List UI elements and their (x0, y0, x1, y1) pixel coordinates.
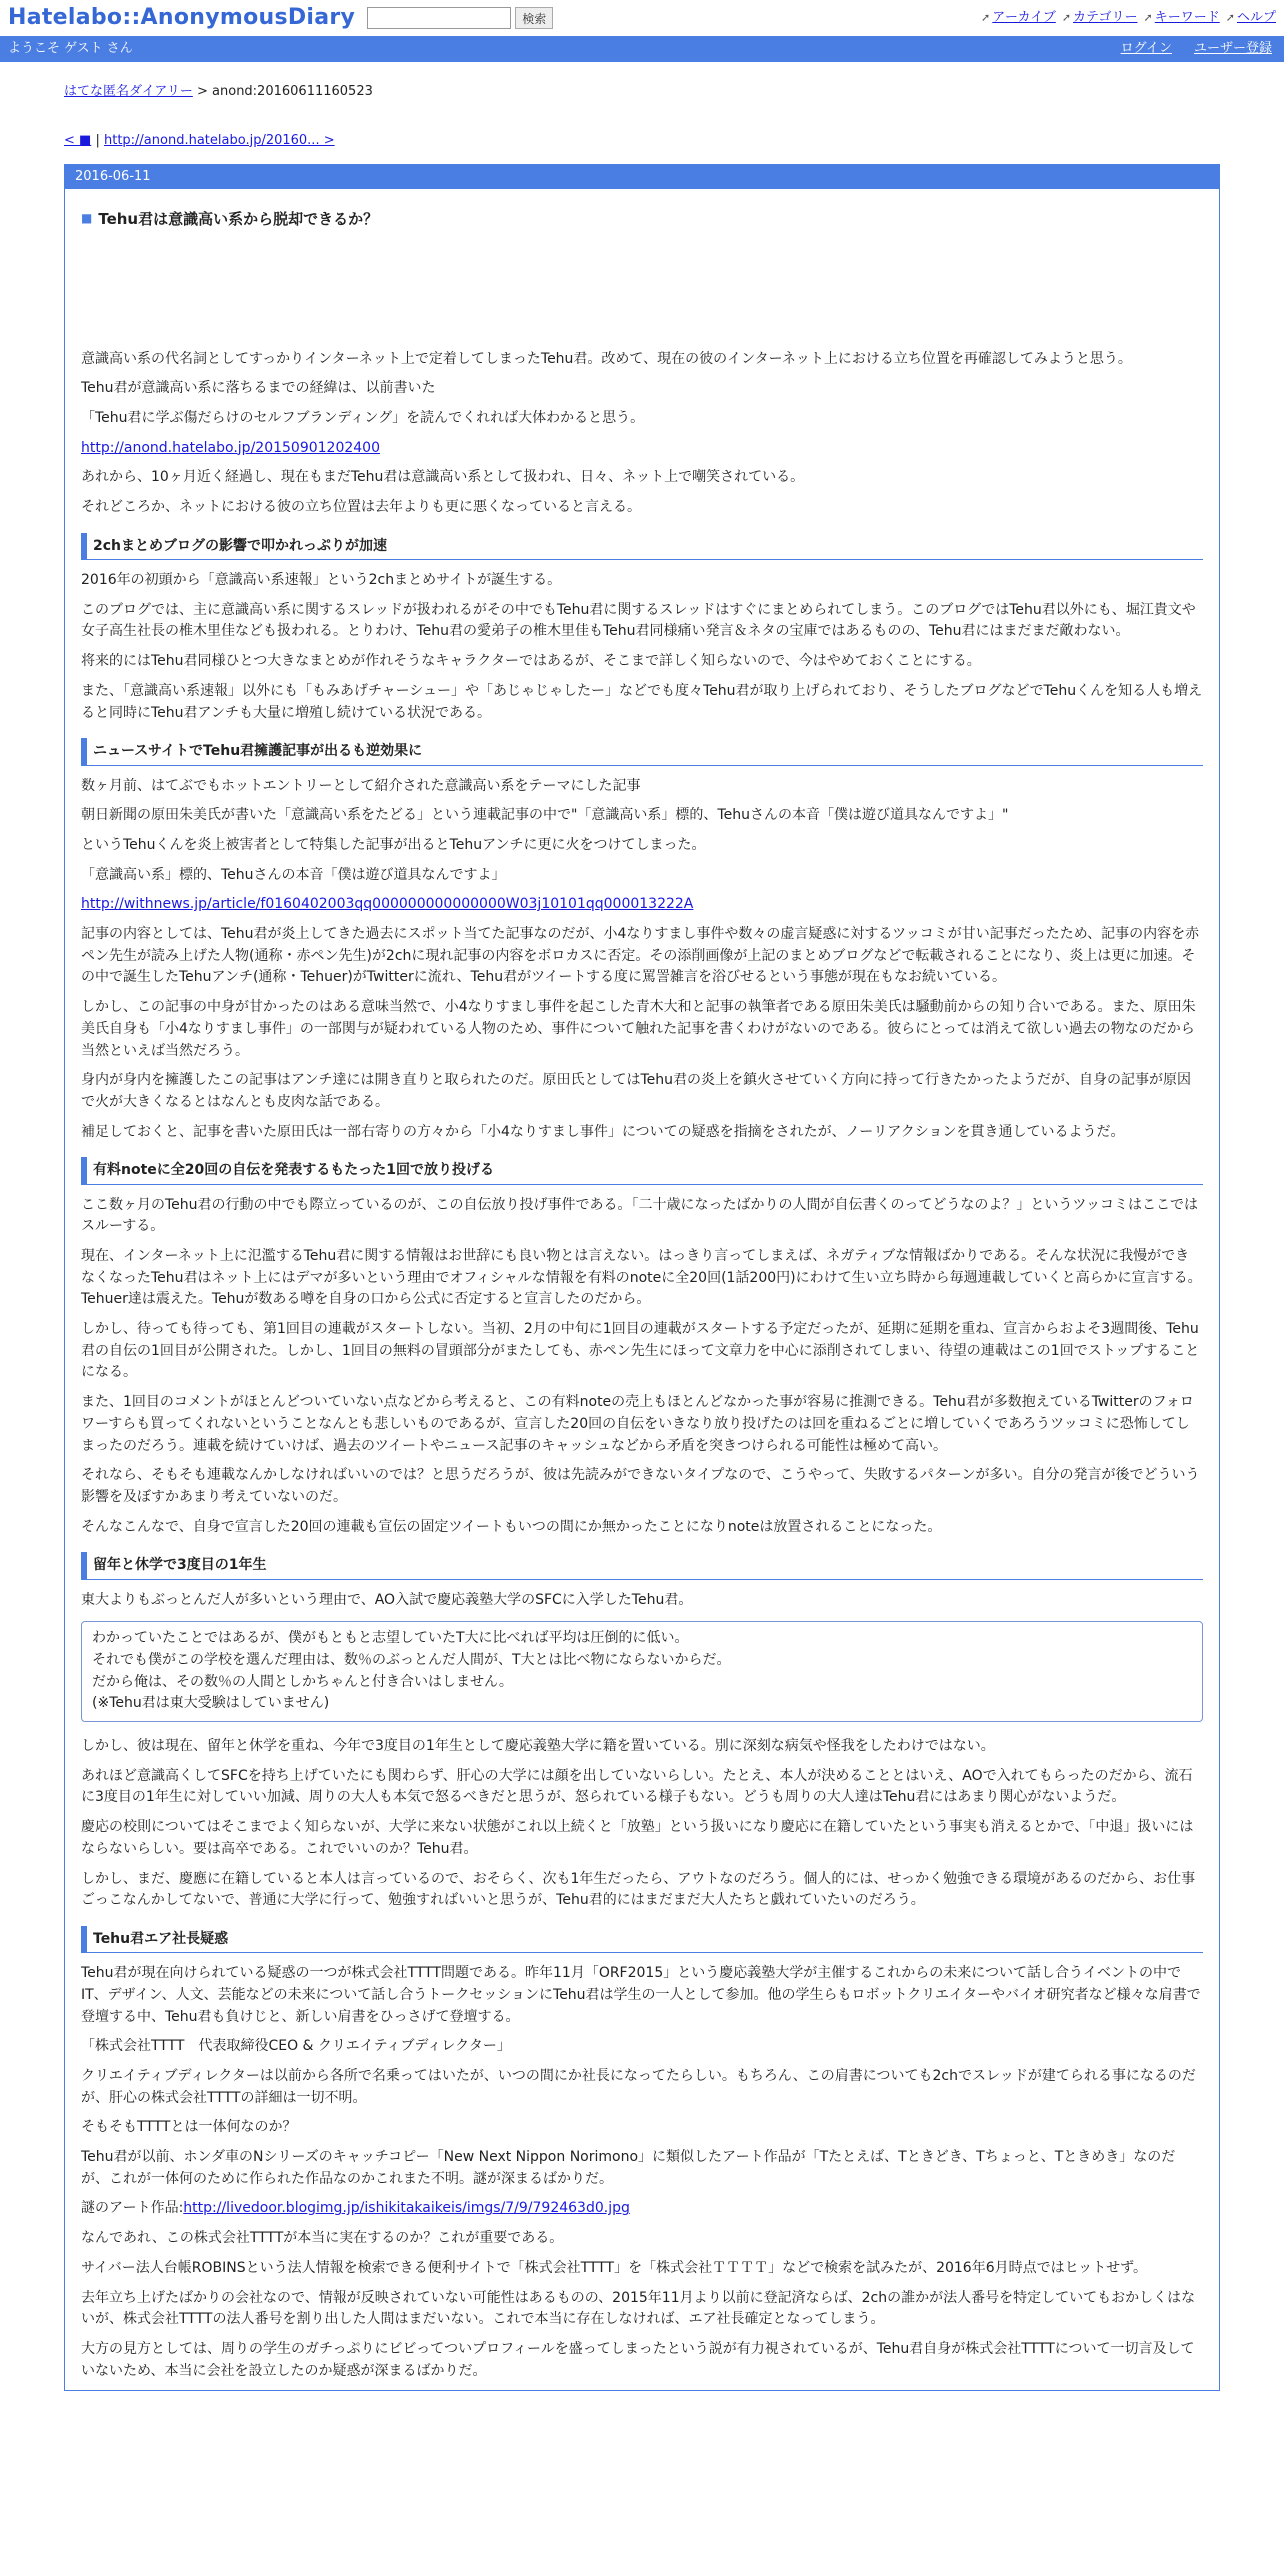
paragraph: 「意識高い系」標的、Tehuさんの本音「僕は遊び道具なんですよ」 (81, 866, 506, 883)
article-title-text: Tehu君は意識高い系から脱却できるか？ (98, 209, 379, 228)
search-input[interactable] (367, 7, 511, 29)
paragraph: 大方の見方としては、周りの学生のガチっぷりにビビってついプロフィールを盛ってしまったという説が有力視されているが、Tehu君自身が株式会社TTTTについて一切言及していないため、本当に会社を設立したのか疑惑が深まるばかりだ。 (81, 2340, 1195, 2379)
section-heading: 有料noteに全20回の自伝を発表するもたった1回で放り投げる (81, 1157, 1203, 1184)
external-link[interactable]: http://livedoor.blogimg.jp/ishikitakaikeis/imgs/7/9/792463d0.jpg (183, 2200, 630, 2217)
quote-line: だから俺は、その数％の人間としかちゃんと付き合いはしません。 (92, 1673, 513, 1690)
search-form (367, 7, 553, 29)
day-section (64, 164, 1220, 2392)
section-heading: 留年と休学で3度目の1年生 (81, 1552, 1203, 1579)
help-link[interactable]: ヘルプ (1236, 9, 1276, 25)
paragraph: また、1回目のコメントがほとんどついていない点などから考えると、この有料noteの売上もほとんどなかった事が容易に推測できる。Tehu君が多数抱えているTwitterのフォロワーすらも買ってくれないということなんとも悲しいものであるが、宣言した20回の自伝をいきなり放り投げたのは回を重ねるごとに増していくであろうツッコミに恐怖してしまったのだろう。連載を続けていけば、過去のツイートやニュース記事のキャッシュなどから矛盾を突きつけられる可能性は極めて高い。 (81, 1394, 1194, 1454)
paragraph: しかし、待っても待っても、第1回目の連載がスタートしない。当初、2月の中旬に1回目の連載がスタートする予定だったが、延期に延期を重ね、宣言からおよそ3週間後、Tehu君の自伝の1回目が公開された。しかし、1回目の無料の冒頭部分がまたしても、赤ペン先生にほって文章力を中心に添削されてしまい、待望の連載はこの1回でストップすることになる。 (81, 1321, 1200, 1381)
breadcrumb (64, 82, 1220, 103)
archive-link[interactable]: アーカイブ (992, 9, 1056, 25)
pager-separator: | (95, 132, 100, 148)
prev-entry-link[interactable]: < ■ (64, 132, 92, 148)
paragraph: あれから、10ヶ月近く経過し、現在もまだTehu君は意識高い系として扱われ、日々、ネット上で嘲笑されている。 (81, 469, 805, 486)
paragraph: このブログでは、主に意識高い系に関するスレッドが扱われるがその中でもTehu君に関するスレッドはすぐにまとめられてしまう。このブログではTehu君以外にも、堀江貴文や女子高生社長の椎木里佳なども扱われる。とりわけ、Tehu君の愛弟子の椎木里佳もTehu君同様痛い発言＆ネタの宝庫ではあるものの、Tehu君にはまだまだ敵わない。 (81, 601, 1196, 640)
paragraph: Tehu君が以前、ホンダ車のNシリーズのキャッチコピー「New Next Nippon Norimono」に類似したアート作品が「Tたとえば、Tときどき、Tちょっと、Tときめき」なのだが、これが一体何のために作られた作品なのかこれまた不明。謎が深まるばかりだ。 (81, 2149, 1176, 2187)
external-link[interactable]: http://anond.hatelabo.jp/20150901202400 (81, 439, 380, 456)
pager (64, 131, 1220, 152)
paragraph: 去年立ち上げたばかりの会社なので、情報が反映されていない可能性はあるものの、2015年11月より以前に登記済ならば、2chの誰かが法人番号を特定していてもおかしくはないが、株式会社TTTTの法人番号を割り出した人間はまだいない。これで本当に存在しなければ、エア社長確定となってしまう。 (81, 2289, 1196, 2328)
paragraph: あれほど意識高くしてSFCを持ち上げていたにも関わらず、肝心の大学には顔を出していないらしい。たとえ、本人が決めることとはいえ、AOで入れてもらったのだから、流石に3度目の1年生に対していい加減、周りの大人も本気で怒るべきだと思うが、怒られている様子もない。どうも周りの大人達はTehu君にはあまり関心がないようだ。 (81, 1767, 1193, 1806)
link-paragraph (81, 2198, 1203, 2220)
external-link[interactable]: http://withnews.jp/article/f0160402003qq000000000000000W03j10101qq000013222A (81, 896, 694, 913)
register-link[interactable]: ユーザー登録 (1193, 40, 1272, 56)
paragraph: 朝日新聞の原田朱美氏が書いた「意識高い系をたどる」という連載記事の中で"「意識高い系」標的、Tehuさんの本音「僕は遊び道具なんですよ」" (81, 807, 1009, 824)
paragraph: 記事の内容としては、Tehu君が炎上してきた過去にスポット当てた記事なのだが、小4なりすまし事件や数々の虚言疑惑に対するツッコミが甘い記事だったため、記事の内容を赤ペン先生が読み上げた人物(通称・赤ペン先生)が2chに現れ記事の内容をボロカスに否定。その添削画像が上記のまとめブログなどで転載されることになり、炎上は更に加速。その中で誕生したTehuアンチ(通称・Tehuer)がTwitterに流れ、Tehu君がツイートする度に罵詈雑言を浴びせるという事態が現在もなお続いている。 (81, 926, 1200, 986)
site-logo[interactable]: Hatelabo::AnonymousDiary (8, 5, 356, 31)
arrow-icon: ➚ (1061, 11, 1072, 25)
paragraph: 将来的にはTehu君同様ひとつ大きなまとめが作れそうなキャラクターではあるが、そこまで詳しく知らないので、今はやめておくことにする。 (81, 653, 981, 670)
paragraph: それどころか、ネットにおける彼の立ち位置は去年よりも更に悪くなっていると言える。 (81, 499, 641, 516)
blank-space (81, 231, 1203, 349)
search-button[interactable]: 検索 (515, 7, 553, 29)
arrow-icon: ➚ (1225, 11, 1235, 25)
main-wrapper (0, 82, 1284, 2391)
paragraph: 現在、インターネット上に氾濫するTehu君に関する情報はお世辞にも良い物とは言えない。はっきり言ってしまえば、ネガティブな情報ばかりである。そんな状況に我慢ができなくなったTehu君はネット上にはデマが多いという理由でオフィシャルな情報を有料のnoteに全20回(1話200円)にわけて生い立ち時から毎週連載していくと高らかに宣言する。Tehuer達は震えた。Tehuが数ある噂を自身の口から公式に否定すると宣言したのだから。 (81, 1248, 1202, 1308)
paragraph: Tehu君が現在向けられている疑惑の一つが株式会社TTTT問題である。昨年11月「ORF2015」という慶応義塾大学が主催するこれからの未来について話し合うイベントの中でIT、デザイン、人文、芸能などの未来について話し合うトークセッションにTehu君は学生の一人として参加。他の学生らもロボットクリエイターやバイオ研究者など様々な肩書で登壇する中、Tehu君も負けじと、新しい肩書をひっさげて登壇する。 (81, 1965, 1201, 2025)
link-prefix: 謎のアート作品: (81, 2200, 184, 2217)
paragraph: Tehu君が意識高い系に落ちるまでの経緯は、以前書いた (81, 380, 436, 397)
quote-line: それでも僕がこの学校を選んだ理由は、数％のぶっとんだ人間が、T大とは比べ物にならないからだ。 (92, 1652, 731, 1669)
login-link[interactable]: ログイン (1120, 40, 1172, 56)
paragraph: 補足しておくと、記事を書いた原田氏は一部右寄りの方々から「小4なりすまし事件」についての疑惑を指摘をされたが、ノーリアクションを貫き通しているようだ。 (81, 1123, 1125, 1140)
paragraph: 東大よりもぶっとんだ人が多いという理由で、AO入試で慶応義塾大学のSFCに入学したTehu君。 (81, 1591, 693, 1608)
header-links (981, 8, 1276, 29)
paragraph: それなら、そもそも連載なんかしなければいいのでは？と思うだろうが、彼は先読みができないタイプなので、こうやって、失敗するパターンが多い。自分の発言が後でどういう影響を及ぼすかあまり考えていないのだ。 (81, 1467, 1200, 1505)
paragraph: クリエイティブディレクターは以前から各所で名乗ってはいたが、いつの間にか社長になってたらしい。もちろん、この肩書についても2chでスレッドが建てられる事になるのだが、肝心の株式会社TTTTの詳細は一切不明。 (81, 2068, 1196, 2106)
article-content (65, 189, 1219, 2383)
paragraph: 意識高い系の代名詞としてすっかりインターネット上で定着してしまったTehu君。改めて、現在の彼のインターネット上における立ち位置を再確認してみようと思う。 (81, 350, 1132, 367)
paragraph: 慶応の校則についてはそこまでよく知らないが、大学に来ない状態がこれ以上続くと「放塾」という扱いになり慶応に在籍していたという事実も消えるとかで、「中退」扱いにはならないらしい。要は高卒である。これでいいのか？Tehu君。 (81, 1819, 1194, 1857)
paragraph: 数ヶ月前、はてぶでもホットエントリーとして紹介された意識高い系をテーマにした記事 (81, 777, 641, 794)
article-body (81, 349, 1203, 2383)
date-header (65, 165, 1219, 189)
paragraph: なんであれ、この株式会社TTTTが本当に実在するのか？これが重要である。 (81, 2230, 564, 2247)
next-entry-link[interactable]: http://anond.hatelabo.jp/20160... > (103, 132, 335, 148)
date-text[interactable]: 2016-06-11 (75, 168, 151, 184)
breadcrumb-current: anond:20160611160523 (212, 84, 373, 99)
paragraph: 身内が身内を擁護したこの記事はアンチ達には開き直りと取られたのだ。原田氏としてはTehu君の炎上を鎮火させていく方向に持って行きたかったようだが、自身の記事が原因で火が大きくなるとはなんとも皮肉な話である。 (81, 1072, 1191, 1110)
paragraph: 「株式会社TTTT 代表取締役CEO & クリエイティブディレクター」 (81, 2038, 511, 2055)
link-paragraph (81, 438, 1203, 460)
paragraph: サイバー法人台帳ROBINSという法人情報を検索できる便利サイトで「株式会社TTTT」を「株式会社ＴＴＴＴ」などで検索を試みたが、2016年6月時点ではヒットせず。 (81, 2259, 1148, 2276)
paragraph: しかし、まだ、慶應に在籍していると本人は言っているので、おそらく、次も1年生だったら、アウトなのだろう。個人的には、せっかく勉強できる環境があるのだから、お仕事ごっこなんかしてないで、普通に大学に行って、勉強すればいいと思うが、Tehu君的にはまだまだ大人たちと戯れていたいのだろう。 (81, 1870, 1196, 1909)
paragraph: というTehuくんを炎上被害者として特集した記事が出るとTehuアンチに更に火をつけてしまった。 (81, 837, 706, 853)
paragraph: しかし、この記事の中身が甘かったのはある意味当然で、小4なりすまし事件を起こした青木大和と記事の執筆者である原田朱美氏は騒動前からの知り合いである。また、原田朱美氏自身も「小4なりすまし事件」の一部関与が疑われている人物のため、事件について触れた記事を書くわけがないのである。彼らにとっては消えて欲しい過去の物なのだから当然といえば当然だろう。 (81, 999, 1196, 1059)
breadcrumb-separator: > (196, 84, 208, 99)
quote-line: (※Tehu君は東大受験はしていません) (92, 1695, 330, 1712)
user-bar (0, 36, 1284, 62)
section-heading: 2chまとめブログの影響で叩かれっぷりが加速 (81, 533, 1203, 560)
permalink-square-icon[interactable]: ■ (81, 211, 93, 225)
site-header (0, 0, 1284, 36)
paragraph: また、「意識高い系速報」以外にも「もみあげチャーシュー」や「あじゃじゃしたー」などでも度々Tehu君が取り上げられており、そうしたブログなどでTehuくんを知る人も増えると同時にTehu君アンチも大量に増殖し続けている状況である。 (81, 682, 1203, 721)
paragraph: 2016年の初頭から「意識高い系速報」という2chまとめサイトが誕生する。 (81, 572, 562, 589)
section-heading: ニュースサイトでTehu君擁護記事が出るも逆効果に (81, 738, 1203, 765)
paragraph: しかし、彼は現在、留年と休学を重ね、今年で3度目の1年生として慶応義塾大学に籍を置いている。別に深刻な病気や怪我をしたわけではない。 (81, 1738, 995, 1755)
keyword-link[interactable]: キーワード (1154, 9, 1220, 25)
paragraph: ここ数ヶ月のTehu君の行動の中でも際立っているのが、この自伝放り投げ事件である。「二十歳になったばかりの人間が自伝書くのってどうなのよ？」というツッコミはここではスルーする。 (81, 1196, 1198, 1235)
greeting-text: ようこそ ゲスト さん (8, 40, 133, 56)
blockquote (81, 1621, 1203, 1722)
paragraph: そもそもTTTTとは一体何なのか？ (81, 2119, 297, 2136)
quote-line: わかっていたことではあるが、僕がもともと志望していたT大に比べれば平均は圧倒的に低い。 (92, 1630, 689, 1647)
paragraph: 「Tehu君に学ぶ傷だらけのセルフブランディング」を読んでくれれば大体わかると思う。 (81, 409, 645, 426)
arrow-icon: ➚ (981, 11, 991, 25)
section-heading: Tehu君エア社長疑惑 (81, 1926, 1203, 1953)
category-link[interactable]: カテゴリー (1073, 9, 1138, 25)
arrow-icon: ➚ (1143, 11, 1153, 25)
paragraph: そんなこんなで、自身で宣言した20回の連載も宣伝の固定ツイートもいつの間にか無かったことになりnoteは放置されることになった。 (81, 1518, 942, 1535)
article-title (81, 207, 1203, 231)
breadcrumb-home-link[interactable]: はてな匿名ダイアリー (64, 84, 193, 99)
link-paragraph (81, 894, 1203, 916)
